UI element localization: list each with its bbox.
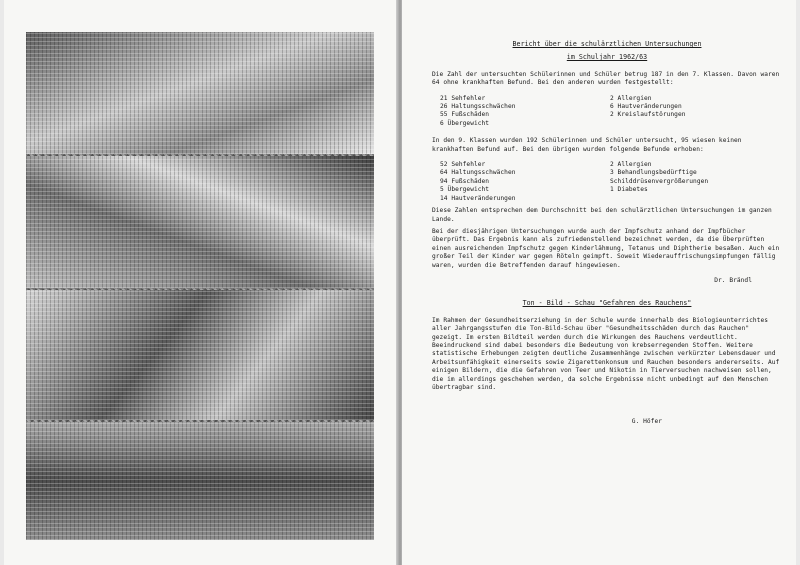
photo-students-3 (26, 290, 374, 420)
finding-item: 6 Hautveränderungen (610, 103, 682, 111)
report-intro: Die Zahl der untersuchten Schülerinnen und Schüler betrug 187 in den 7. Klassen. Davon waren 64 ohne krankhaften Befund. Bei den anderen wurden festgestellt: (432, 70, 780, 87)
report-title: Bericht über die schulärztlichen Untersuchungen (512, 40, 702, 48)
finding-item: 2 Allergien (610, 161, 652, 169)
finding-item: 52 Sehfehler (440, 161, 486, 169)
finding-item: 94 Fußschäden (440, 177, 490, 185)
section2-signature: G. Höfer (631, 418, 662, 426)
report-signature: Dr. Brändl (714, 276, 752, 284)
finding-item: 21 Sehfehler (440, 94, 486, 102)
finding-item: 55 Fußschäden (440, 111, 490, 119)
section2-heading: Ton - Bild - Schau "Gefahren des Rauchens" (522, 299, 692, 308)
finding-item: 2 Kreislaufstörungen (610, 111, 686, 119)
finding-item: 2 Allergien (610, 94, 652, 102)
photo-students-4 (26, 422, 374, 540)
right-page (402, 0, 796, 565)
report-school-year: im Schuljahr 1962/63 (566, 53, 648, 62)
finding-item: 14 Hautveränderungen (440, 194, 516, 202)
report-intro2: In den 9. Klassen wurden 192 Schülerinnen und Schüler untersucht, 95 wiesen keinen krankhaften Befund auf. Bei den übrigen wurden folgende Befunde erhoben: (432, 137, 742, 153)
section2-body: Im Rahmen der Gesundheitserziehung in der Schule wurde innerhalb des Biologieunterrichtes aller Jahrgangsstufen die Ton-Bild-Schau über "Gesundheitsschäden durch das Rauchen" gezeigt. Im ersten Bildteil werden durch die Wirkungen des Rauchens verdeutlicht. Beeindruckend sind dabei besonders die Bedeutung von krebserregenden Stoffen. Weitere statistische Erhebungen zeigten deutliche Zusammenhänge zwischen verkürzter Lebensdauer und Arbeitsunfähigkeit einerseits sowie Zigarettenkonsum und Rauchen besonders andererseits. Auf einigen Bildern, die die Gefahren von Teer und Nikotin in Tierversuchen nachweisen sollen, die im allerdings geschehen werden, da solche Ergebnisse nicht unbedingt auf den Menschen übertragbar sind. (432, 316, 780, 391)
report-para3: Diese Zahlen entsprechen dem Durchschnitt bei den schulärztlichen Untersuchungen im ganzen Lande. (432, 207, 772, 223)
photo-students-1 (26, 32, 374, 154)
finding-item: 26 Haltungsschwächen (440, 103, 516, 111)
finding-item: 1 Diabetes (610, 186, 648, 194)
left-page (4, 0, 398, 565)
finding-item: 6 Übergewicht (440, 119, 490, 127)
findings-list-7 (432, 95, 782, 129)
photo-students-2 (26, 156, 374, 288)
photo-collage (26, 32, 374, 540)
finding-item: 5 Übergewicht (440, 186, 490, 194)
finding-item: Schilddrüsenvergrößerungen (610, 177, 709, 185)
finding-item: 3 Behandlungsbedürftige (610, 169, 697, 177)
finding-item: 64 Haltungsschwächen (440, 169, 516, 177)
report-para4: Bei der diesjährigen Untersuchungen wurde auch der Impfschutz anhand der Impfbücher überprüft. Das Ergebnis kann als zufriedenstellend bezeichnet werden, da die Überprüften einen ausreichenden Impfschutz gegen Kinderlähmung, Tetanus und Diphtherie besaßen. Auch ein großer Teil der Kinder war gegen Röteln geimpft. Soweit Wiederauffrischungsimpfungen fällig waren, wurden die Betreffenden darauf hingewiesen. (432, 227, 780, 269)
findings-list-9 (432, 161, 782, 203)
report-text (432, 40, 782, 427)
